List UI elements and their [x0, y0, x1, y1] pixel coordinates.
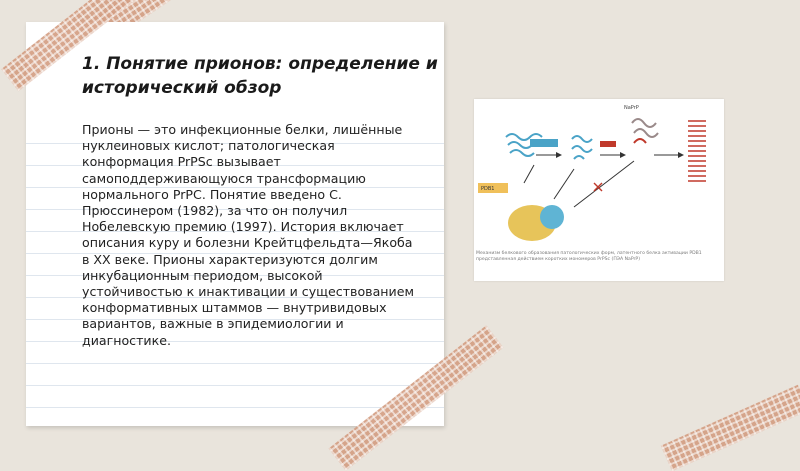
figure-label-left: PDB1	[481, 186, 495, 192]
slide-body-text: Прионы — это инфекционные белки, лишённые нуклеиновых кислот; патологическая конформация PrPSc вызывает самоподдерживающуюся трансформацию нормального PrPC. Понятие введено С. Прюссинером (1982), за что он получил Нобелевскую премию (1997). История включает описания куру и болезни Крейтцфельдта—Якоба в XX веке. Прионы характеризуются долгим инкубационным периодом, высокой устойчивостью к инактивации и существованием конформативных штаммов — внутривидовых вариантов, важные в эпидемиологии и диагностике.	[82, 122, 414, 348]
blue-protein-subunit	[540, 205, 564, 229]
arrow-down-left	[524, 165, 534, 183]
arrow-head-2	[620, 152, 626, 158]
red-marker	[600, 141, 616, 147]
protein-helix-mid	[572, 136, 592, 159]
amyloid-fibril	[688, 121, 706, 181]
figure-label-top: NaPrP	[624, 105, 639, 111]
conformer-box-1	[530, 139, 558, 147]
figure-caption: Механизм белкового образования патологических форм, латентного белка активации PDB1 представленная действием коротких мономеров PrPSc (ПЭА NaPrP)	[476, 251, 702, 262]
protein-coil-right	[632, 119, 658, 143]
arrow-head-1	[556, 152, 562, 158]
arrow-head-3	[678, 152, 684, 158]
arrow-up	[554, 169, 574, 199]
slide-title: 1. Понятие прионов: определение и исторический обзор	[82, 54, 438, 98]
prion-mechanism-figure	[474, 99, 724, 281]
arrow-diagonal	[574, 161, 634, 207]
decorative-tape-bottom-right	[661, 385, 800, 471]
